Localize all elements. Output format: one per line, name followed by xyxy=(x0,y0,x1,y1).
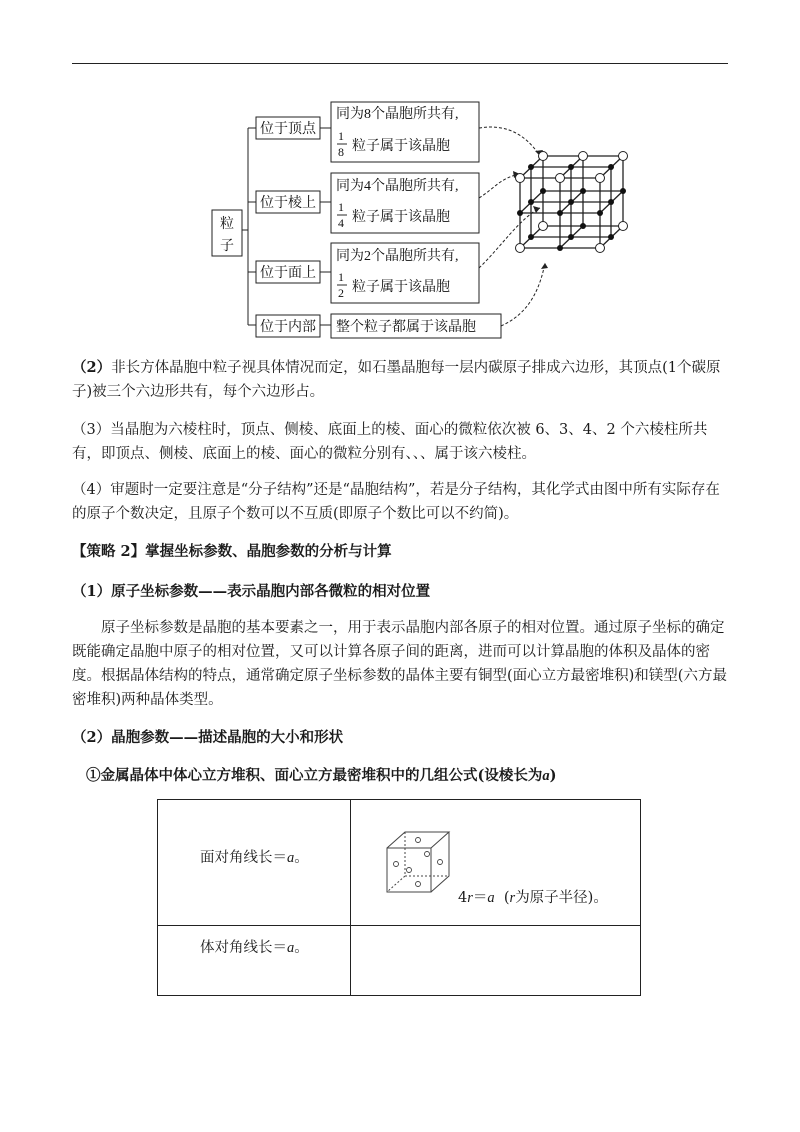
root-label-1: 粒 xyxy=(220,217,234,232)
position-label-vertex: 位于顶点 xyxy=(260,122,316,137)
position-label-edge: 位于棱上 xyxy=(260,196,316,211)
desc-line1-face: 同为2个晶胞所共有, xyxy=(336,249,459,264)
position-label-interior: 位于内部 xyxy=(260,320,316,335)
arrow-vertex xyxy=(479,127,540,156)
subsection-1-body: 原子坐标参数是晶胞的基本要素之一，用于表示晶胞内部各原子的相对位置。通过原子坐标的确定既能确定晶胞中原子的相对位置，又可以计算各原子间的距离，进而可以计算晶胞的体积及晶体的密度。根据晶体结构的特点，通常确定原子坐标参数的晶体主要有铜型(面心立方最密堆积)和镁型(六方最密堆积)两种晶体类型。 xyxy=(72,620,727,708)
paragraph-4: （4）审题时一定要注意是“分子结构”还是“晶胞结构”，若是分子结构，其化学式由图中所有实际存在的原子个数决定，且原子个数可以不互质(即原子个数比可以不约简)。 xyxy=(72,482,720,522)
desc-line2-face: 粒子属于该晶胞 xyxy=(352,280,450,295)
frac-num-face: 1 xyxy=(338,270,344,284)
arrow-edge xyxy=(479,174,520,198)
cell-body-diagonal: 体对角线长＝a。 xyxy=(158,926,351,996)
subsection-1-heading: （1）原子坐标参数——表示晶胞内部各微粒的相对位置 xyxy=(72,583,431,600)
paragraph-3: （3）当晶胞为六棱柱时，顶点、侧棱、底面上的棱、面心的微粒依次被 6、3、4、2 个六棱柱所共有，即顶点、侧棱、底面上的棱、面心的微粒分别有、、、属于该六棱柱。 xyxy=(72,422,708,462)
subsection-2-heading: （2）晶胞参数——描述晶胞的大小和形状 xyxy=(72,729,344,746)
arrow-interior xyxy=(501,263,545,326)
cell-face-diagonal: 面对角线长＝a。 xyxy=(158,800,351,926)
header-rule xyxy=(72,63,728,64)
cell-bcc-empty xyxy=(351,926,641,996)
fcc-cube-figure xyxy=(381,828,461,898)
frac-num-edge: 1 xyxy=(338,200,344,214)
desc-line2-vertex: 粒子属于该晶胞 xyxy=(352,139,450,154)
particle-counting-diagram xyxy=(210,98,645,343)
root-label-2: 子 xyxy=(220,239,234,254)
subsection-2-item: ①金属晶体中体心立方堆积、面心立方最密堆积中的几组公式(设棱长为a) xyxy=(86,767,557,784)
position-label-face: 位于面上 xyxy=(260,266,316,281)
desc-line1-interior: 整个粒子都属于该晶胞 xyxy=(336,320,476,335)
cell-fcc-figure: 4r＝a (r为原子半径)。 xyxy=(351,800,641,926)
frac-den-edge: 4 xyxy=(338,216,344,230)
desc-line2-edge: 粒子属于该晶胞 xyxy=(352,210,450,225)
frac-den-vertex: 8 xyxy=(338,145,344,159)
formula-table xyxy=(157,799,641,996)
desc-line1-vertex: 同为8个晶胞所共有, xyxy=(336,107,459,122)
frac-den-face: 2 xyxy=(338,286,344,300)
strategy-heading: 【策略 2】掌握坐标参数、晶胞参数的分析与计算 xyxy=(72,543,392,560)
paragraph-2: （2）非长方体晶胞中粒子视具体情况而定，如石墨晶胞每一层内碳原子排成六边形，其顶点(1个碳原子)被三个六边形共有，每个六边形占。 xyxy=(72,359,721,400)
desc-line1-edge: 同为4个晶胞所共有, xyxy=(336,179,459,194)
frac-num-vertex: 1 xyxy=(338,129,344,143)
